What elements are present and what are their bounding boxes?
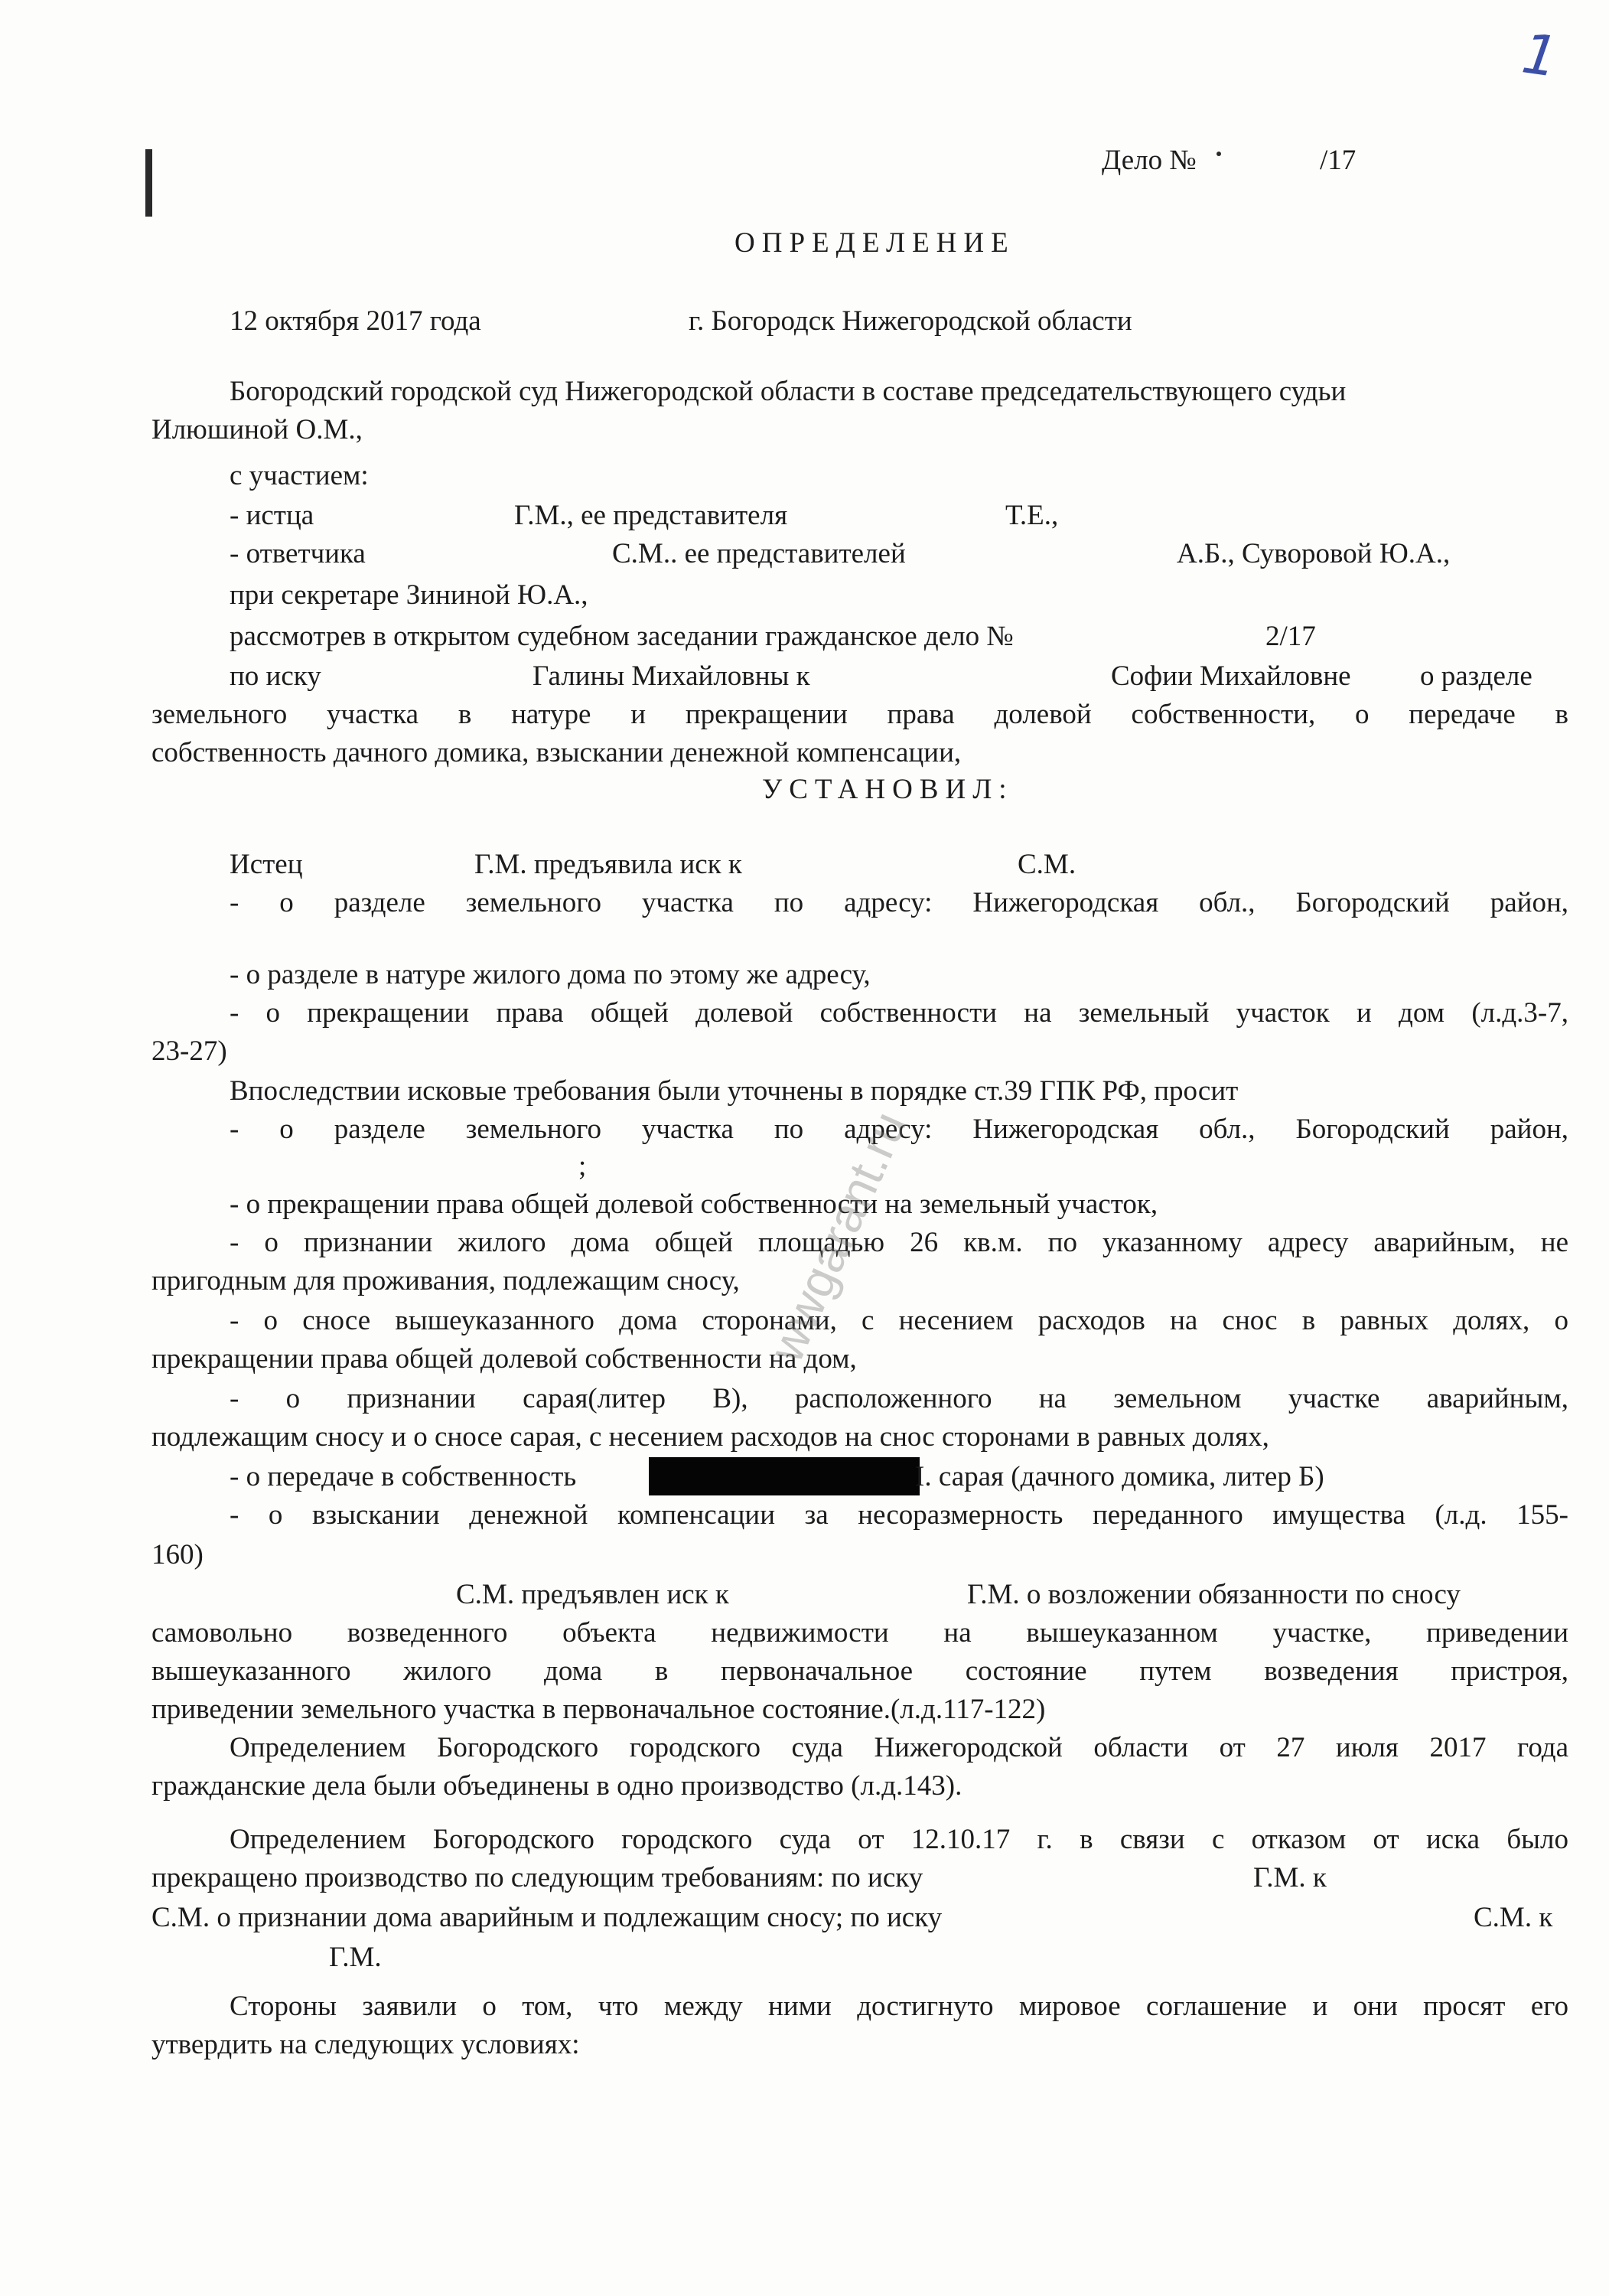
p2-line-4: - о прекращении права общей долевой собственности на земельный участок, [230,1189,1158,1220]
p1-line-3: - о разделе в натуре жилого дома по этому же адресу, [230,959,871,990]
p1-line-2: - о разделе земельного участка по адресу: Нижегородская обл., Богородский район, [230,887,1568,918]
p2-line-7: - о сносе вышеуказанного дома сторонами, с несением расходов на снос в равных долях, о [230,1305,1568,1336]
p2-line-10: подлежащим сносу и о сносе сарая, с несением расходов на снос сторонами в равных долях, [151,1421,1269,1453]
scan-dot [1217,152,1221,156]
p5-line-4: Г.М. [329,1942,382,1973]
document-date: 12 октября 2017 года [230,305,481,337]
p1-defendant: С.М. [1018,849,1076,880]
p2-line-5: - о признании жилого дома общей площадью 26 кв.м. по указанному адресу аварийным, не [230,1227,1568,1258]
claim-plaintiff: Галины Михайловны к [533,660,810,692]
p2-line-6: пригодным для проживания, подлежащим сносу, [151,1265,740,1296]
claim-defendant: Софии Михайловне [1111,660,1351,692]
p2-line-9: - о признании сарая(литер В), расположенного на земельном участке аварийным, [230,1383,1568,1414]
document-place: г. Богородск Нижегородской области [689,305,1132,337]
plaintiff-representative: Т.Е., [1005,500,1059,531]
defendant-label: - ответчика [230,538,366,569]
judge-name: Илюшиной О.М., [151,414,363,445]
p3-line-1-b: Г.М. о возложении обязанности по сносу [967,1579,1461,1610]
defendant-name: С.М.. ее представителей [612,538,906,569]
document-title: ОПРЕДЕЛЕНИЕ [734,227,1015,259]
p2-line-12: - о взыскании денежной компенсации за несоразмерность переданного имущества (л.д. 155- [230,1499,1568,1531]
p5-line-2-a: прекращено производство по следующим требованиям: по иску [151,1862,923,1893]
p3-line-3: вышеуказанного жилого дома в первоначальное состояние путем возведения пристроя, [151,1655,1568,1687]
p1-line-5: 23-27) [151,1035,227,1067]
p2-line-1: Впоследствии исковые требования были уточнены в порядке ст.39 ГПК РФ, просит [230,1075,1239,1107]
p4-line-1: Определением Богородского городского суда Нижегородской области от 27 июля 2017 года [230,1732,1568,1763]
participation-label: с участием: [230,460,369,491]
plaintiff-name: Г.М., ее представителя [514,500,788,531]
case-number-suffix: /17 [1320,145,1357,176]
watermark: wwgarant.ru [757,1103,917,1370]
p5-line-1: Определением Богородского городского суда от 12.10.17 г. в связи с отказом от иска было [230,1824,1568,1855]
margin-mark [145,149,152,217]
case-considered-number: 2/17 [1265,621,1316,652]
p5-line-3-b: С.М. к [1474,1902,1553,1933]
p3-line-4: приведении земельного участка в первоначальное состояние.(л.д.117-122) [151,1694,1046,1725]
p2-line-3: ; [578,1150,587,1182]
court-composition: Богородский городской суд Нижегородской области в составе председательствующего судьи [230,376,1347,407]
p2-line-2: - о разделе земельного участка по адресу: Нижегородская обл., Богородский район, [230,1114,1568,1145]
claim-line-3: собственность дачного домика, взыскании денежной компенсации, [151,737,962,768]
p1-line-4: - о прекращении права общей долевой собственности на земельный участок и дом (л.д.3-7, [230,997,1568,1029]
secretary: при секретаре Зининой Ю.А., [230,579,588,611]
p2-line-13: 160) [151,1539,204,1570]
p3-line-2: самовольно возведенного объекта недвижимости на вышеуказанном участке, приведении [151,1617,1568,1649]
p2-line-8: прекращении права общей долевой собственности на дом, [151,1343,857,1375]
p3-line-1-a: С.М. предъявлен иск к [456,1579,729,1610]
claim-subject: о разделе [1420,660,1532,692]
p6-line-1: Стороны заявили о том, что между ними достигнуто мировое соглашение и они просят его [230,1991,1568,2022]
case-considered: рассмотрев в открытом судебном заседании гражданское дело № [230,621,1014,652]
p4-line-2: гражданские дела были объединены в одно производство (л.д.143). [151,1770,962,1802]
claim-line-2: земельного участка в натуре и прекращении права долевой собственности, о передаче в [151,699,1568,730]
page-number: 1 [1518,21,1562,90]
redaction-bar [649,1457,920,1495]
p2-line-11-end: I. сарая (дачного домика, литер Б) [915,1461,1324,1492]
p5-line-2-b: Г.М. к [1253,1862,1327,1893]
p1-plaintiff-label: Истец [230,849,303,880]
established-heading: УСТАНОВИЛ: [762,774,1014,805]
p5-line-3-a: С.М. о признании дома аварийным и подлежащим сносу; по иску [151,1902,943,1933]
plaintiff-label: - истца [230,500,314,531]
p1-claim: Г.М. предъявила иск к [474,849,742,880]
case-number-label: Дело № [1102,145,1197,176]
p6-line-2: утвердить на следующих условиях: [151,2029,580,2060]
p2-line-11-start: - о передаче в собственность [230,1461,577,1492]
claim-by-label: по иску [230,660,321,692]
defendant-representatives: А.Б., Суворовой Ю.А., [1177,538,1451,569]
